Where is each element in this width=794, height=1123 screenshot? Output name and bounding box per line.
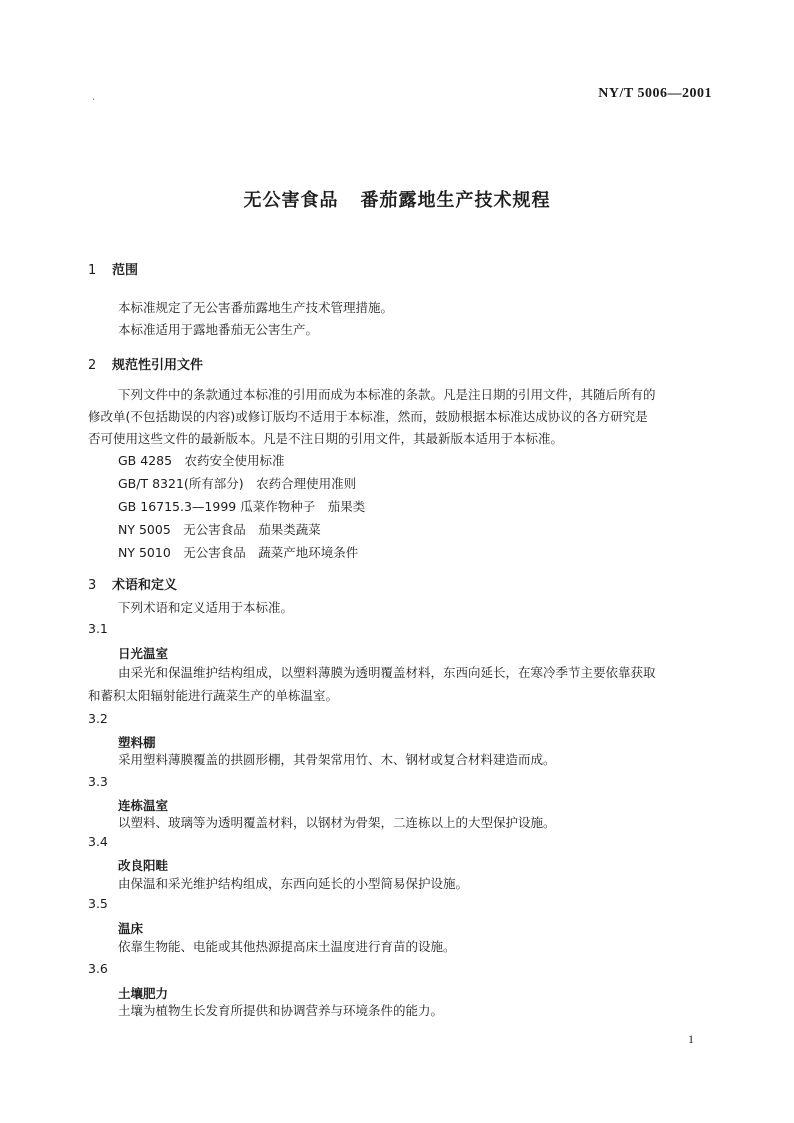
term-number: 3.5 — [88, 896, 108, 911]
reference-item: GB/T 8321(所有部分) 农药合理使用准则 — [118, 476, 357, 491]
term-number: 3.2 — [88, 711, 108, 726]
page-number: 1 — [688, 1032, 694, 1046]
reference-item: NY 5005 无公害食品 茄果类蔬菜 — [118, 522, 321, 537]
section-3-heading — [88, 574, 177, 593]
term-number: 3.1 — [88, 621, 108, 636]
term-definition: 依靠生物能、电能或其他热源提高床土温度进行育苗的设施。 — [118, 939, 456, 954]
reference-item: NY 5010 无公害食品 蔬菜产地环境条件 — [118, 545, 359, 560]
header-dot: . — [92, 92, 96, 103]
term-name: 土壤肥力 — [118, 986, 169, 1001]
term-definition: 和蓄积太阳辐射能进行蔬菜生产的单栋温室。 — [88, 688, 339, 703]
term-name: 连栋温室 — [118, 798, 169, 813]
term-definition: 土壤为植物生长发育所提供和协调营养与环境条件的能力。 — [118, 1003, 444, 1018]
reference-item: GB 16715.3—1999 瓜菜作物种子 茄果类 — [118, 499, 366, 514]
section-2-title: 规范性引用文件 — [112, 358, 204, 373]
section-2-intro-line: 修改单(不包括勘误的内容)或修订版均不适用于本标准，然而，鼓励根据本标准达成协议的各方研究是 — [88, 409, 648, 424]
term-name: 改良阳畦 — [118, 858, 169, 873]
term-number: 3.3 — [88, 774, 108, 789]
title-part-2: 番茄露地生产技术规程 — [360, 190, 551, 211]
term-definition: 由保温和采光维护结构组成，东西向延长的小型简易保护设施。 — [118, 876, 469, 891]
section-1-line: 本标准规定了无公害番茄露地生产技术管理措施。 — [118, 300, 394, 315]
section-2-heading — [88, 354, 203, 373]
section-1-number: 1 — [88, 263, 97, 278]
term-definition: 采用塑料薄膜覆盖的拱圆形棚，其骨架常用竹、木、钢材或复合材料建造而成。 — [118, 752, 556, 767]
term-definition: 由采光和保温维护结构组成，以塑料薄膜为透明覆盖材料，东西向延长，在寒冷季节主要依靠获取 — [118, 665, 656, 680]
term-name: 温床 — [118, 921, 144, 936]
section-3-number: 3 — [88, 578, 97, 593]
section-2-number: 2 — [88, 358, 97, 373]
term-definition: 以塑料、玻璃等为透明覆盖材料，以钢材为骨架，二连栋以上的大型保护设施。 — [118, 815, 556, 830]
section-1-title: 范围 — [112, 263, 139, 278]
term-number: 3.6 — [88, 961, 108, 976]
standard-code: NY/T 5006—2001 — [598, 86, 712, 101]
section-1-heading — [88, 259, 138, 278]
reference-item: GB 4285 农药安全使用标准 — [118, 453, 285, 468]
document-title — [0, 186, 794, 212]
section-2-intro-line: 下列文件中的条款通过本标准的引用而成为本标准的条款。凡是注日期的引用文件，其随后所有的 — [118, 387, 656, 402]
term-number: 3.4 — [88, 834, 108, 849]
term-name: 日光温室 — [118, 646, 169, 661]
section-3-intro: 下列术语和定义适用于本标准。 — [118, 600, 294, 615]
section-1-line: 本标准适用于露地番茄无公害生产。 — [118, 322, 319, 337]
term-name: 塑料棚 — [118, 735, 156, 750]
section-2-intro-line: 否可使用这些文件的最新版本。凡是不注日期的引用文件，其最新版本适用于本标准。 — [88, 431, 564, 446]
section-3-title: 术语和定义 — [112, 578, 178, 593]
title-part-1: 无公害食品 — [243, 190, 339, 211]
